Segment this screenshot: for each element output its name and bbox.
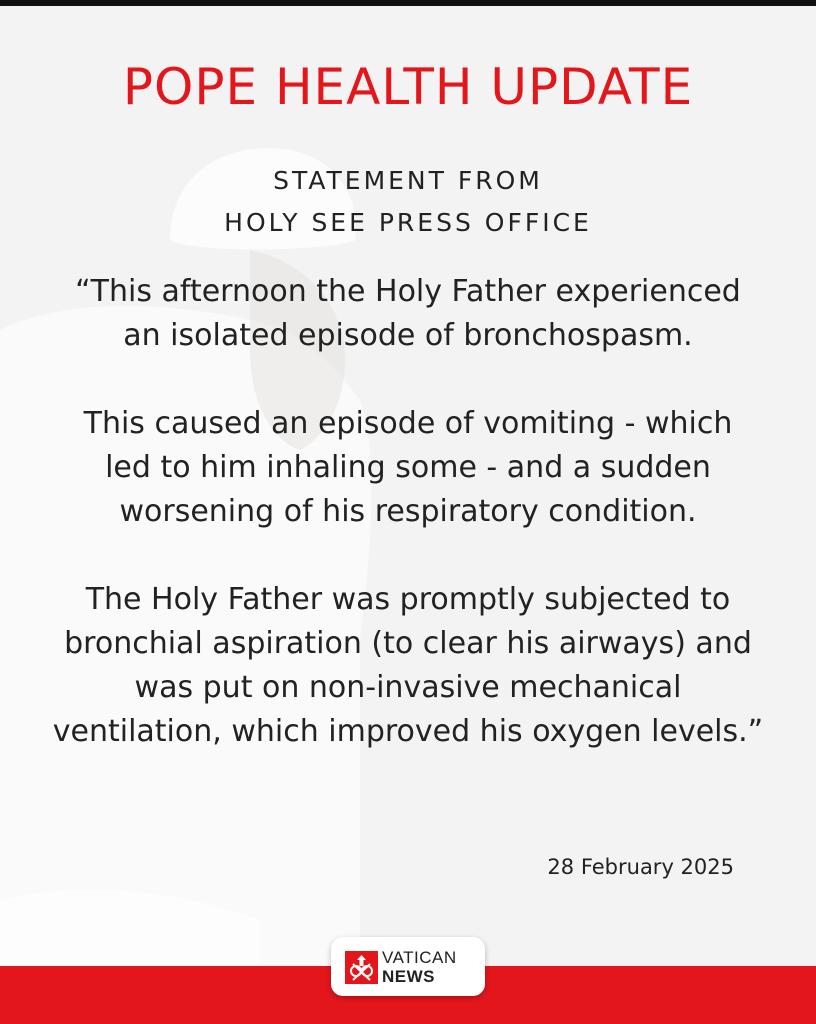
logo-text-vatican: VATICAN: [382, 948, 457, 967]
logo-text-news: NEWS: [382, 967, 435, 986]
statement-line: worsening of his respiratory condition.: [119, 494, 697, 529]
vatican-news-logo: [331, 937, 485, 996]
statement-line: The Holy Father was promptly subjected to: [85, 582, 731, 617]
statement-line: led to him inhaling some - and a sudden: [105, 450, 711, 485]
statement-paragraph: [0, 578, 816, 754]
statement-line: “This afternoon the Holy Father experienced: [75, 274, 741, 309]
statement-date: 28 February 2025: [547, 855, 734, 879]
subtitle-line: STATEMENT FROM: [273, 166, 543, 195]
statement-line: This caused an episode of vomiting - which: [83, 406, 733, 441]
statement-paragraph: [0, 402, 816, 534]
statement-line: bronchial aspiration (to clear his airways) and: [64, 626, 752, 661]
statement-line: an isolated episode of bronchospasm.: [123, 318, 693, 353]
statement-text: [0, 270, 816, 798]
vatican-emblem-icon: [345, 951, 378, 984]
statement-paragraph: [0, 270, 816, 358]
page-title: POPE HEALTH UPDATE: [122, 58, 694, 116]
subtitle-line: HOLY SEE PRESS OFFICE: [224, 208, 592, 237]
statement-line: ventilation, which improved his oxygen levels.”: [52, 714, 764, 749]
subtitle: [0, 160, 816, 244]
statement-line: was put on non-invasive mechanical: [134, 670, 682, 705]
